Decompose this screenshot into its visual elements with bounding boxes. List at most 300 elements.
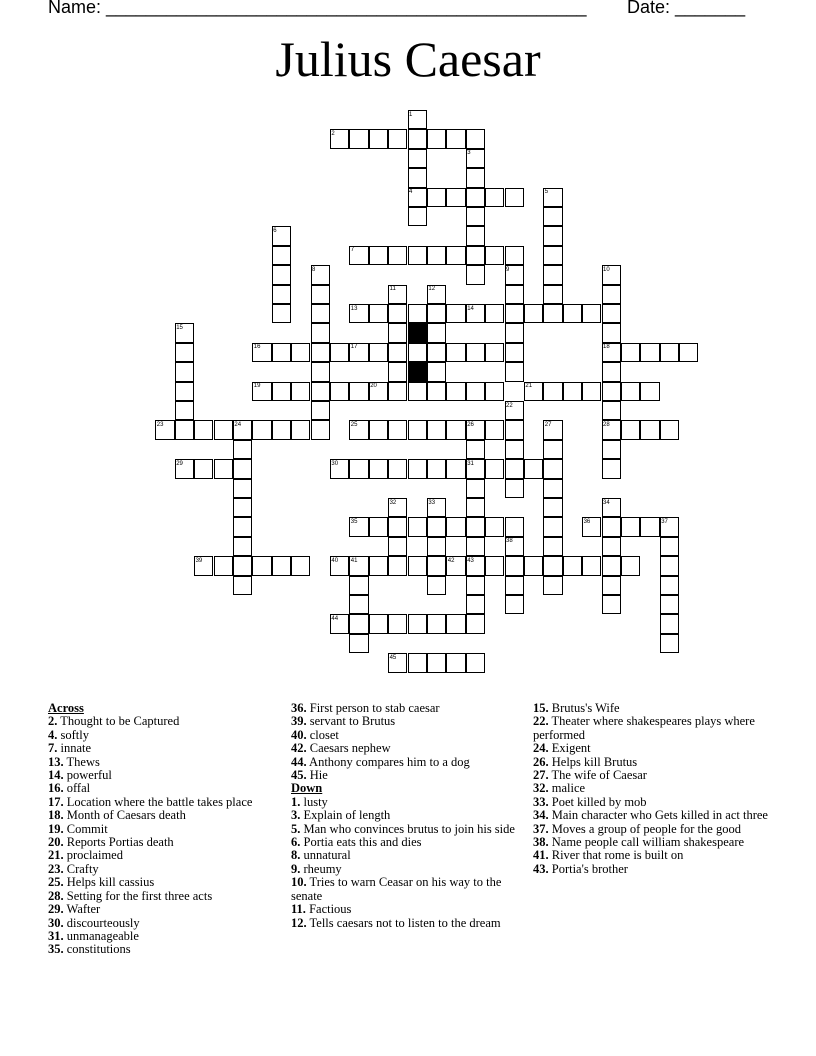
clue-item [291, 849, 526, 862]
grid-cell[interactable] [505, 517, 524, 536]
grid-cell[interactable] [446, 653, 465, 672]
clue-item [533, 756, 768, 769]
grid-cell[interactable] [602, 459, 621, 478]
grid-cell[interactable] [563, 304, 582, 323]
grid-cell[interactable] [408, 653, 427, 672]
grid-cell[interactable] [388, 556, 407, 575]
grid-cell[interactable] [427, 537, 446, 556]
grid-cell[interactable] [291, 556, 310, 575]
cell-number: 36 [583, 518, 591, 525]
grid-cell[interactable] [466, 576, 485, 595]
grid-cell[interactable] [466, 614, 485, 633]
grid-cell[interactable] [330, 343, 349, 362]
clue-item [291, 715, 526, 728]
grid-cell[interactable] [485, 382, 504, 401]
grid-cell[interactable] [175, 420, 194, 439]
clue-text: Exigent [548, 741, 591, 756]
clue-number: 14. [48, 768, 64, 783]
grid-cell[interactable] [311, 401, 330, 420]
grid-cell[interactable] [505, 479, 524, 498]
grid-cell[interactable] [349, 634, 368, 653]
grid-cell[interactable] [388, 614, 407, 633]
cell-number: 6 [273, 227, 277, 234]
grid-cell[interactable] [446, 614, 465, 633]
cell-number: 3 [467, 150, 471, 157]
grid-cell[interactable] [446, 517, 465, 536]
grid-cell[interactable] [485, 420, 504, 439]
grid-cell[interactable] [388, 323, 407, 342]
grid-cell[interactable] [388, 343, 407, 362]
grid-cell[interactable] [369, 420, 388, 439]
clue-item [533, 702, 768, 715]
clue-text: Hie [306, 768, 328, 783]
grid-cell[interactable] [602, 362, 621, 381]
grid-cell[interactable] [505, 576, 524, 595]
grid-cell[interactable] [640, 517, 659, 536]
grid-cell[interactable] [640, 420, 659, 439]
grid-cell[interactable] [233, 576, 252, 595]
grid-cell[interactable] [679, 343, 698, 362]
clue-number: 36. [291, 701, 307, 715]
grid-cell[interactable] [369, 614, 388, 633]
grid-cell[interactable] [408, 382, 427, 401]
grid-cell[interactable] [349, 382, 368, 401]
grid-cell[interactable] [446, 459, 465, 478]
grid-cell[interactable] [427, 343, 446, 362]
cell-number: 33 [428, 499, 436, 506]
grid-cell[interactable] [660, 595, 679, 614]
grid-cell[interactable] [602, 382, 621, 401]
grid-cell[interactable] [563, 556, 582, 575]
cell-number: 19 [253, 383, 261, 390]
grid-cell[interactable] [640, 343, 659, 362]
grid-cell[interactable] [233, 479, 252, 498]
grid-cell[interactable] [543, 517, 562, 536]
clue-text: Theater where shakespeares plays where performed [533, 714, 755, 742]
grid-cell[interactable] [233, 556, 252, 575]
grid-cell[interactable] [388, 537, 407, 556]
clue-item [291, 823, 526, 836]
clue-item [533, 863, 768, 876]
grid-cell[interactable] [427, 362, 446, 381]
clue-item [291, 917, 526, 930]
grid-cell[interactable] [349, 595, 368, 614]
clue-text: Wafter [63, 902, 101, 917]
cell-number: 30 [331, 460, 339, 467]
cell-number: 18 [603, 344, 610, 351]
clue-item [48, 890, 283, 903]
cell-number: 35 [350, 518, 358, 525]
cell-number: 32 [389, 499, 397, 506]
grid-cell[interactable] [408, 343, 427, 362]
clue-item [48, 756, 283, 769]
grid-cell[interactable] [543, 479, 562, 498]
grid-cell[interactable] [621, 517, 640, 536]
clue-number: 21. [48, 848, 64, 863]
clue-item [291, 702, 526, 715]
grid-cell[interactable] [388, 420, 407, 439]
grid-cell[interactable] [446, 246, 465, 265]
grid-cell[interactable] [466, 517, 485, 536]
grid-cell[interactable] [272, 382, 291, 401]
grid-cell[interactable] [175, 401, 194, 420]
grid-cell[interactable] [446, 343, 465, 362]
clue-item [48, 715, 283, 728]
grid-cell[interactable] [602, 537, 621, 556]
grid-cell[interactable] [524, 304, 543, 323]
clue-text: Thought to be Captured [57, 714, 180, 729]
grid-cell[interactable] [330, 382, 349, 401]
clue-number: 16. [48, 781, 64, 796]
grid-cell[interactable] [233, 440, 252, 459]
grid-cell[interactable] [621, 420, 640, 439]
grid-cell[interactable] [175, 343, 194, 362]
grid-cell[interactable] [427, 517, 446, 536]
grid-cell[interactable] [524, 556, 543, 575]
grid-cell[interactable] [388, 459, 407, 478]
grid-cell[interactable] [602, 556, 621, 575]
grid-cell[interactable] [408, 168, 427, 187]
grid-cell[interactable] [214, 556, 233, 575]
grid-cell[interactable] [466, 343, 485, 362]
grid-cell[interactable] [505, 440, 524, 459]
clue-number: 29. [48, 902, 64, 917]
grid-cell[interactable] [505, 285, 524, 304]
grid-cell[interactable] [214, 420, 233, 439]
cell-number: 31 [467, 460, 474, 467]
grid-cell[interactable] [543, 207, 562, 226]
grid-cell[interactable] [388, 517, 407, 536]
clue-text: Setting for the first three acts [63, 888, 213, 903]
grid-cell[interactable] [543, 226, 562, 245]
grid-cell[interactable] [466, 207, 485, 226]
clue-item [291, 863, 526, 876]
grid-cell[interactable] [252, 556, 271, 575]
grid-cell[interactable] [291, 343, 310, 362]
grid-cell[interactable] [543, 265, 562, 284]
grid-cell[interactable] [582, 382, 601, 401]
grid-cell[interactable] [194, 459, 213, 478]
clue-item [533, 769, 768, 782]
cell-number: 5 [544, 189, 549, 196]
grid-cell[interactable] [466, 265, 485, 284]
grid-cell[interactable] [427, 459, 446, 478]
grid-cell[interactable] [369, 246, 388, 265]
grid-cell[interactable] [602, 595, 621, 614]
grid-cell[interactable] [272, 420, 291, 439]
cell-number: 25 [350, 421, 358, 428]
grid-cell[interactable] [446, 188, 465, 207]
cell-number: 37 [661, 518, 668, 525]
grid-cell[interactable] [485, 246, 504, 265]
grid-cell[interactable] [408, 129, 427, 148]
grid-cell[interactable] [505, 304, 524, 323]
grid-cell[interactable] [466, 188, 485, 207]
grid-cell[interactable] [660, 576, 679, 595]
clue-text: Thews [63, 754, 100, 769]
grid-cell[interactable] [621, 382, 640, 401]
grid-cell[interactable] [660, 343, 679, 362]
grid-cell[interactable] [388, 304, 407, 323]
grid-cell[interactable] [543, 537, 562, 556]
grid-cell[interactable] [175, 382, 194, 401]
grid-cell[interactable] [543, 440, 562, 459]
grid-cell[interactable] [272, 556, 291, 575]
clue-number: 17. [48, 794, 64, 809]
grid-cell[interactable] [408, 556, 427, 575]
grid-cell[interactable] [505, 323, 524, 342]
grid-cell[interactable] [427, 246, 446, 265]
clue-number: 20. [48, 835, 64, 850]
grid-cell[interactable] [582, 304, 601, 323]
clue-column-1 [48, 702, 283, 957]
clue-item [48, 769, 283, 782]
grid-cell[interactable] [408, 207, 427, 226]
grid-cell[interactable] [349, 459, 368, 478]
black-cell [408, 323, 427, 342]
clue-number: 18. [48, 808, 64, 823]
clue-text: Moves a group of people for the good [548, 821, 741, 836]
grid-cell[interactable] [408, 246, 427, 265]
grid-cell[interactable] [582, 556, 601, 575]
grid-cell[interactable] [543, 459, 562, 478]
grid-cell[interactable] [466, 226, 485, 245]
grid-cell[interactable] [466, 129, 485, 148]
clue-text: servant to Brutus [306, 714, 396, 729]
grid-cell[interactable] [388, 382, 407, 401]
grid-cell[interactable] [543, 285, 562, 304]
grid-cell[interactable] [427, 576, 446, 595]
grid-cell[interactable] [427, 420, 446, 439]
grid-cell[interactable] [505, 188, 524, 207]
clue-text: proclaimed [63, 848, 123, 863]
page-title: Julius Caesar [275, 31, 541, 87]
grid-cell[interactable] [660, 420, 679, 439]
clue-number: 33. [533, 794, 549, 809]
grid-cell[interactable] [485, 459, 504, 478]
grid-cell[interactable] [602, 440, 621, 459]
grid-cell[interactable] [602, 304, 621, 323]
grid-cell[interactable] [408, 149, 427, 168]
grid-cell[interactable] [427, 614, 446, 633]
grid-cell[interactable] [621, 556, 640, 575]
grid-cell[interactable] [485, 517, 504, 536]
grid-cell[interactable] [466, 653, 485, 672]
clue-item [48, 742, 283, 755]
grid-cell[interactable] [446, 420, 465, 439]
grid-cell[interactable] [640, 382, 659, 401]
clue-text: Anthony compares him to a dog [306, 754, 470, 769]
cell-number: 14 [467, 305, 474, 312]
clue-text: Poet killed by mob [548, 794, 647, 809]
grid-cell[interactable] [543, 382, 562, 401]
cell-number: 22 [506, 402, 513, 409]
clue-text: malice [548, 781, 586, 796]
grid-cell[interactable] [485, 556, 504, 575]
grid-cell[interactable] [233, 459, 252, 478]
clue-number: 4. [48, 727, 58, 742]
grid-cell[interactable] [563, 382, 582, 401]
grid-cell[interactable] [602, 401, 621, 420]
clue-text: rheumy [300, 861, 342, 876]
grid-cell[interactable] [369, 459, 388, 478]
grid-cell[interactable] [408, 517, 427, 536]
cell-number: 40 [331, 557, 339, 564]
grid-cell[interactable] [369, 304, 388, 323]
grid-cell[interactable] [427, 382, 446, 401]
grid-cell[interactable] [485, 188, 504, 207]
grid-cell[interactable] [291, 420, 310, 439]
grid-cell[interactable] [485, 304, 504, 323]
grid-cell[interactable] [311, 420, 330, 439]
date-field-label: Date: _______ [627, 0, 746, 17]
grid-cell[interactable] [602, 285, 621, 304]
grid-cell[interactable] [621, 343, 640, 362]
grid-cell[interactable] [543, 246, 562, 265]
clue-item [533, 823, 768, 836]
grid-cell[interactable] [602, 323, 621, 342]
clue-text: powerful [63, 768, 112, 783]
grid-cell[interactable] [388, 129, 407, 148]
clue-column-2 [291, 702, 526, 930]
grid-cell[interactable] [505, 246, 524, 265]
clue-number: 44. [291, 754, 307, 769]
grid-cell[interactable] [291, 382, 310, 401]
grid-cell[interactable] [388, 246, 407, 265]
grid-cell[interactable] [466, 498, 485, 517]
grid-cell[interactable] [369, 129, 388, 148]
grid-cell[interactable] [446, 382, 465, 401]
grid-cell[interactable] [233, 517, 252, 536]
cell-number: 38 [506, 538, 513, 545]
clue-item [48, 903, 283, 916]
clue-item [48, 943, 283, 956]
grid-cell[interactable] [543, 556, 562, 575]
grid-cell[interactable] [427, 304, 446, 323]
grid-cell[interactable] [466, 537, 485, 556]
clue-item [291, 742, 526, 755]
grid-cell[interactable] [543, 576, 562, 595]
grid-cell[interactable] [427, 129, 446, 148]
clue-text: Man who convinces brutus to join his side [300, 821, 515, 836]
grid-cell[interactable] [194, 420, 213, 439]
grid-cell[interactable] [466, 246, 485, 265]
grid-cell[interactable] [272, 285, 291, 304]
clue-text: Location where the battle takes place [63, 794, 253, 809]
clue-text: Reports Portias death [63, 835, 174, 850]
clue-number: 26. [533, 754, 549, 769]
grid-cell[interactable] [524, 459, 543, 478]
grid-cell[interactable] [505, 362, 524, 381]
grid-cell[interactable] [602, 576, 621, 595]
grid-cell[interactable] [466, 595, 485, 614]
clue-number: 12. [291, 915, 307, 930]
grid-cell[interactable] [369, 556, 388, 575]
grid-cell[interactable] [505, 343, 524, 362]
grid-cell[interactable] [466, 168, 485, 187]
grid-cell[interactable] [446, 129, 465, 148]
black-cell [408, 362, 427, 381]
grid-cell[interactable] [427, 556, 446, 575]
grid-cell[interactable] [233, 498, 252, 517]
grid-cell[interactable] [660, 537, 679, 556]
cell-number: 26 [467, 421, 474, 428]
grid-cell[interactable] [505, 420, 524, 439]
clue-item [533, 782, 768, 795]
grid-cell[interactable] [427, 653, 446, 672]
grid-cell[interactable] [427, 188, 446, 207]
grid-cell[interactable] [505, 459, 524, 478]
grid-cell[interactable] [660, 614, 679, 633]
cell-number: 10 [603, 266, 610, 273]
grid-cell[interactable] [408, 304, 427, 323]
grid-cell[interactable] [408, 459, 427, 478]
grid-cell[interactable] [369, 517, 388, 536]
cell-number: 44 [331, 615, 339, 622]
clue-item [291, 756, 526, 769]
grid-cell[interactable] [272, 343, 291, 362]
grid-cell[interactable] [446, 304, 465, 323]
grid-cell[interactable] [272, 265, 291, 284]
grid-cell[interactable] [214, 459, 233, 478]
grid-cell[interactable] [349, 576, 368, 595]
grid-cell[interactable] [369, 343, 388, 362]
clue-item [533, 836, 768, 849]
grid-cell[interactable] [311, 382, 330, 401]
clue-item [48, 836, 283, 849]
grid-cell[interactable] [233, 537, 252, 556]
grid-cell[interactable] [660, 556, 679, 575]
grid-cell[interactable] [388, 362, 407, 381]
clue-text: constitutions [63, 942, 131, 957]
grid-cell[interactable] [466, 479, 485, 498]
grid-cell[interactable] [505, 556, 524, 575]
grid-cell[interactable] [543, 498, 562, 517]
grid-cell[interactable] [311, 362, 330, 381]
grid-cell[interactable] [272, 246, 291, 265]
grid-cell[interactable] [408, 420, 427, 439]
grid-cell[interactable] [175, 362, 194, 381]
grid-cell[interactable] [602, 517, 621, 536]
cell-number: 24 [234, 421, 242, 428]
grid-cell[interactable] [660, 634, 679, 653]
clue-text: Helps kill cassius [63, 875, 155, 890]
clue-text: The wife of Caesar [548, 768, 647, 783]
grid-cell[interactable] [485, 343, 504, 362]
clue-item [533, 809, 768, 822]
grid-cell[interactable] [349, 614, 368, 633]
grid-cell[interactable] [505, 595, 524, 614]
grid-cell[interactable] [311, 323, 330, 342]
grid-cell[interactable] [311, 304, 330, 323]
grid-cell[interactable] [272, 304, 291, 323]
grid-cell[interactable] [252, 420, 271, 439]
cell-number: 8 [312, 266, 316, 273]
grid-cell[interactable] [311, 285, 330, 304]
grid-cell[interactable] [466, 440, 485, 459]
grid-cell[interactable] [427, 323, 446, 342]
clue-number: 43. [533, 861, 549, 876]
grid-cell[interactable] [408, 614, 427, 633]
grid-cell[interactable] [311, 343, 330, 362]
clue-text: Portia's brother [548, 861, 628, 876]
grid-cell[interactable] [466, 382, 485, 401]
clue-number: 25. [48, 875, 64, 890]
grid-cell[interactable] [543, 304, 562, 323]
grid-cell[interactable] [349, 129, 368, 148]
clue-item [291, 729, 526, 742]
clue-number: 19. [48, 821, 64, 836]
